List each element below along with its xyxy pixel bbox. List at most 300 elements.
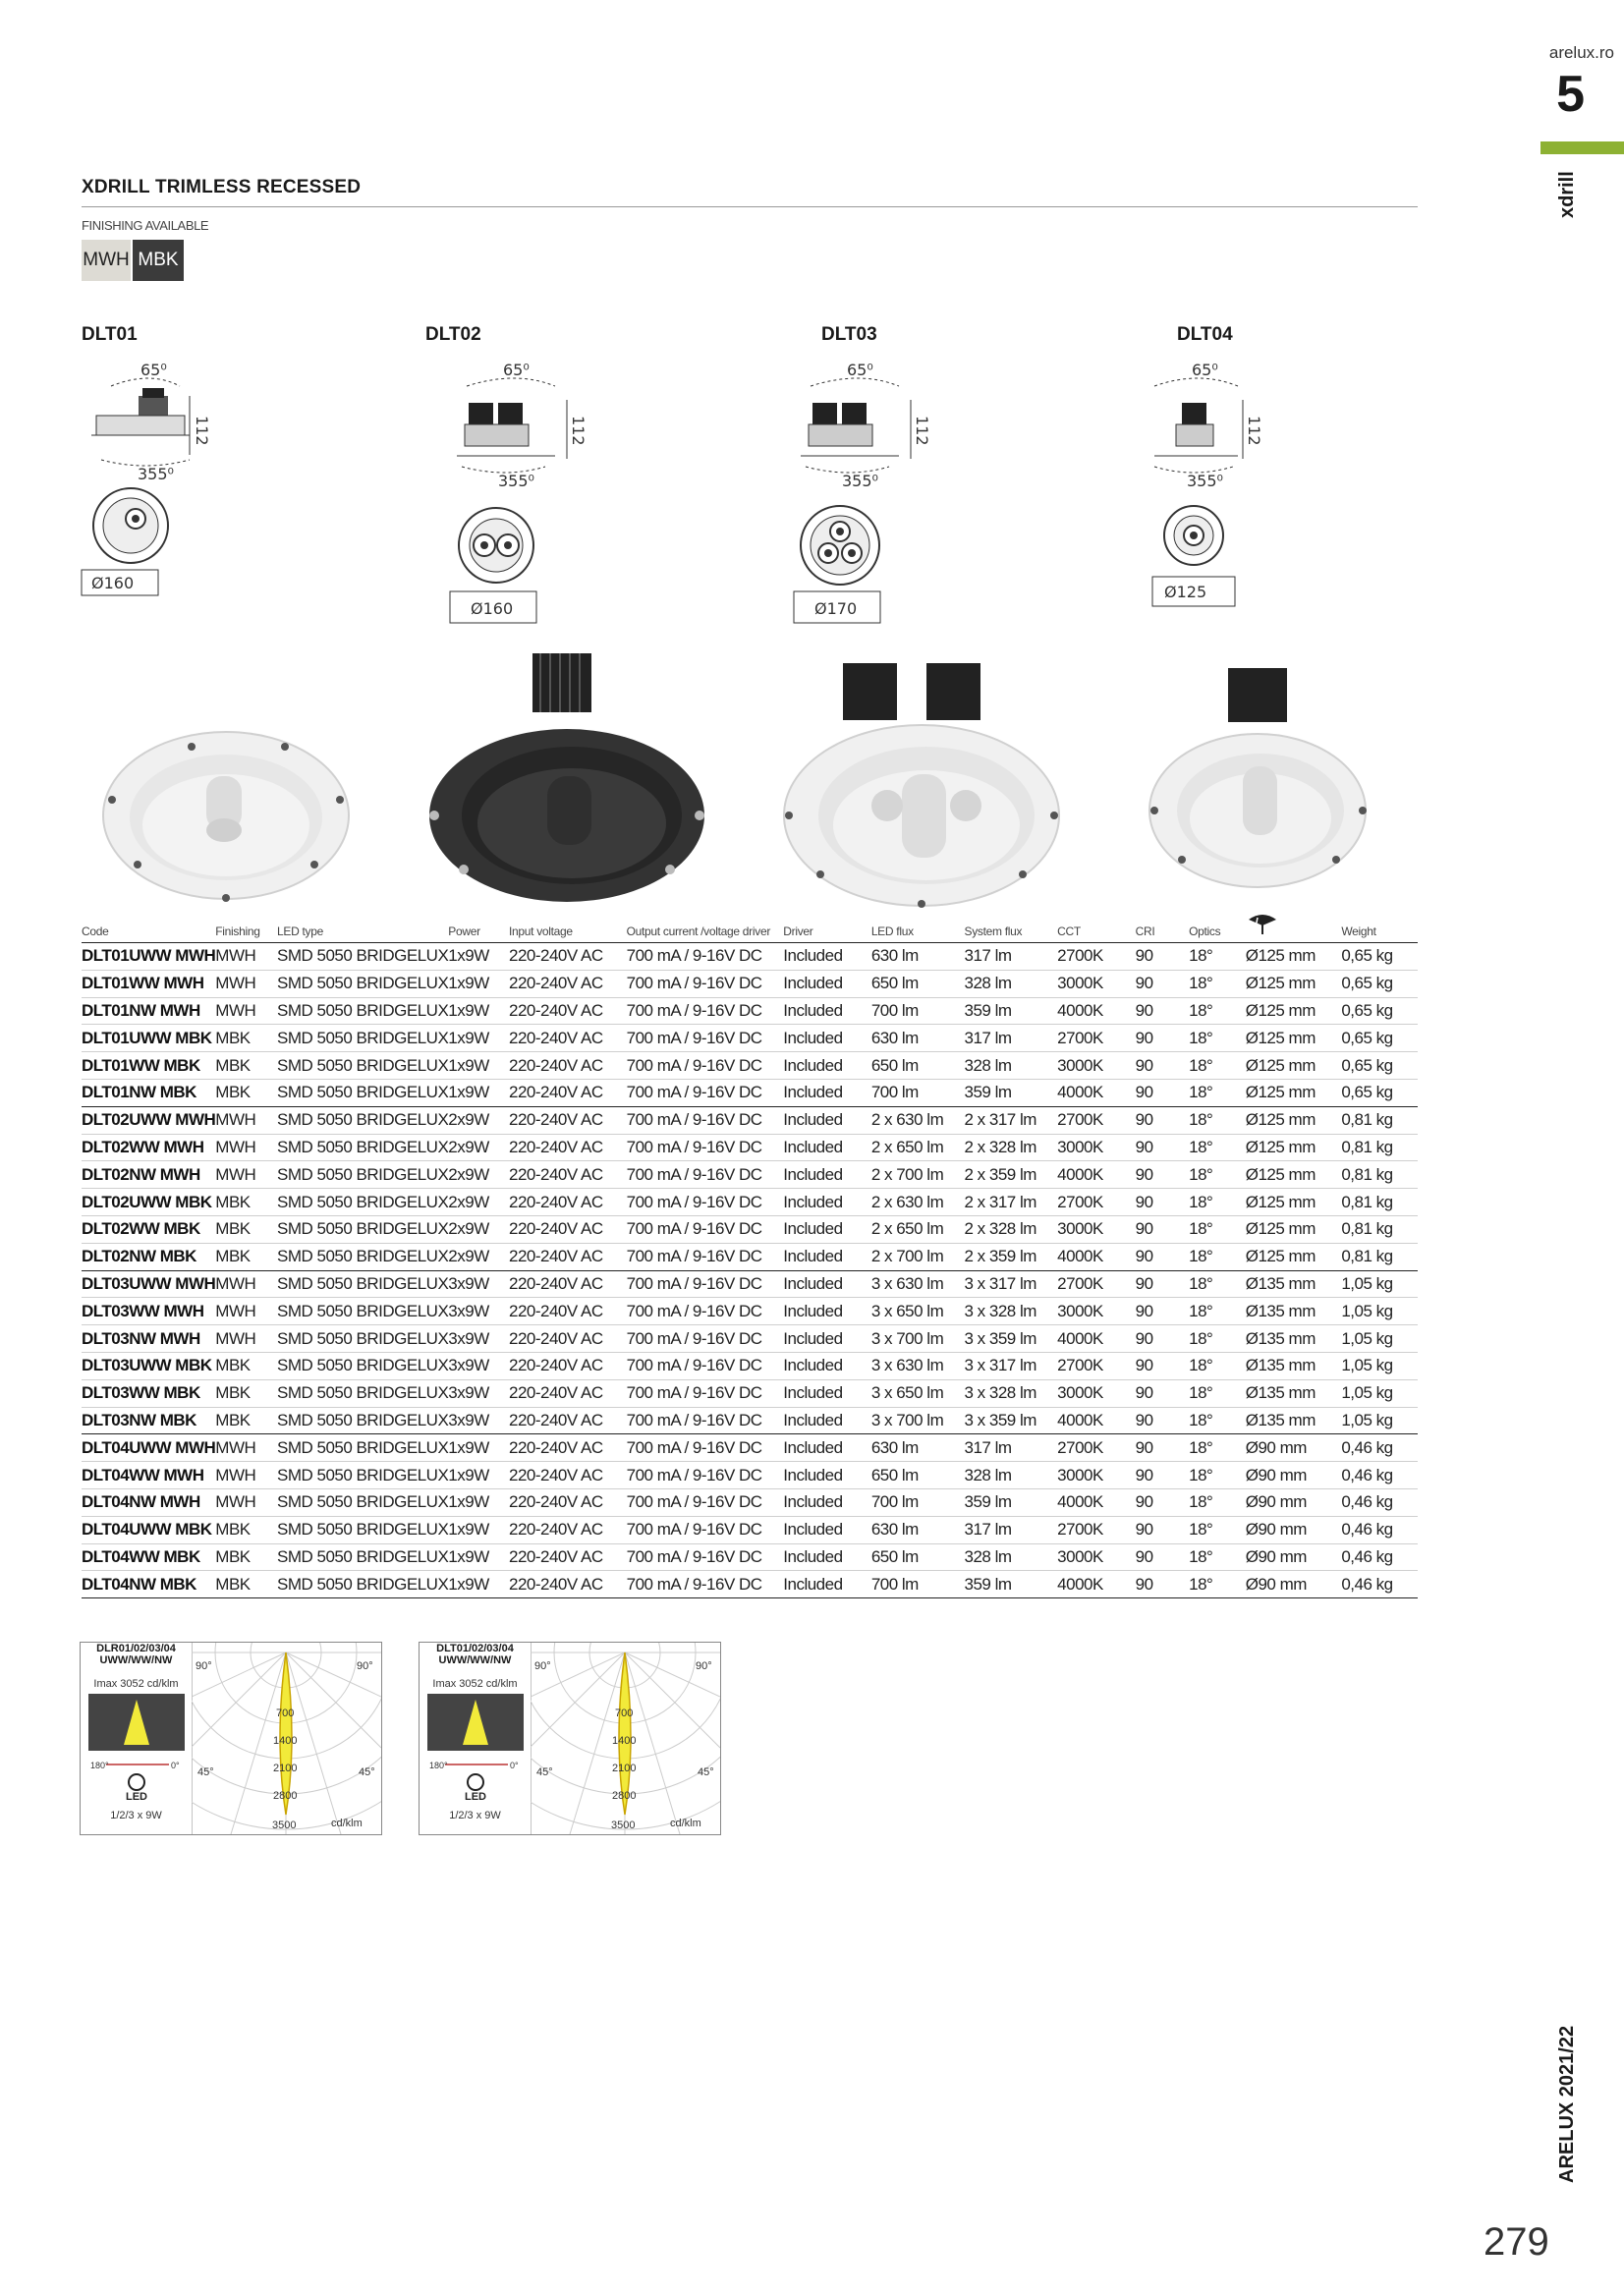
photometric-label [420, 1643, 531, 1666]
header-system-flux: System flux [964, 914, 1057, 943]
cell-system-flux: 328 lm [964, 970, 1057, 997]
cell-led-flux: 700 lm [871, 1079, 965, 1106]
cell-cct: 2700K [1057, 1025, 1135, 1052]
cell-output-current: 700 mA / 9-16V DC [627, 970, 784, 997]
finish-swatch-mwh: MWH [82, 240, 131, 281]
cell-cct: 2700K [1057, 1434, 1135, 1462]
cell-output-current: 700 mA / 9-16V DC [627, 997, 784, 1025]
cell-finishing: MWH [215, 1134, 277, 1161]
cell-input-voltage: 220-240V AC [509, 1516, 627, 1543]
cell-code: DLT01UWW MBK [82, 1025, 215, 1052]
cell-system-flux: 359 lm [964, 1571, 1057, 1598]
cell-weight: 0,46 kg [1341, 1516, 1418, 1543]
cell-optics: 18° [1189, 1298, 1246, 1325]
cell-led-flux: 630 lm [871, 1516, 965, 1543]
cell-power: 1x9W [448, 1052, 509, 1080]
polar-unit-label: cd/klm [670, 1818, 701, 1829]
cell-driver: Included [783, 1352, 871, 1379]
cell-code: DLT03UWW MWH [82, 1270, 215, 1298]
cell-cct: 4000K [1057, 1243, 1135, 1270]
cell-finishing: MWH [215, 1161, 277, 1189]
cell-led-type: SMD 5050 BRIDGELUX [277, 1543, 448, 1571]
cell-cct: 2700K [1057, 1270, 1135, 1298]
diameter-label: Ø160 [91, 574, 135, 592]
chapter-accent-bar [1540, 141, 1624, 154]
photometric-diagram-1 [80, 1642, 382, 1835]
cell-finishing: MBK [215, 1215, 277, 1243]
led-icon-label: LED [126, 1791, 147, 1802]
table-row [82, 1298, 1418, 1325]
cell-led-flux: 700 lm [871, 1488, 965, 1516]
cell-led-flux: 700 lm [871, 997, 965, 1025]
cell-cri: 90 [1136, 1106, 1189, 1134]
cell-cri: 90 [1136, 1462, 1189, 1489]
cell-power: 2x9W [448, 1106, 509, 1134]
cell-driver: Included [783, 1161, 871, 1189]
cell-led-flux: 2 x 700 lm [871, 1243, 965, 1270]
cell-cct: 3000K [1057, 1134, 1135, 1161]
cell-cutout: Ø125 mm [1246, 1215, 1342, 1243]
cell-driver: Included [783, 1270, 871, 1298]
cell-cct: 2700K [1057, 1106, 1135, 1134]
table-row [82, 1189, 1418, 1216]
cell-weight: 1,05 kg [1341, 1325, 1418, 1353]
cell-led-flux: 2 x 630 lm [871, 1106, 965, 1134]
cell-cri: 90 [1136, 1352, 1189, 1379]
cell-system-flux: 328 lm [964, 1543, 1057, 1571]
cell-cutout: Ø135 mm [1246, 1270, 1342, 1298]
cell-system-flux: 2 x 328 lm [964, 1215, 1057, 1243]
header-led-type: LED type [277, 914, 448, 943]
model-label-dlt04: DLT04 [1177, 324, 1233, 345]
cell-code: DLT01UWW MWH [82, 943, 215, 971]
table-row [82, 1215, 1418, 1243]
cell-input-voltage: 220-240V AC [509, 1488, 627, 1516]
cell-led-type: SMD 5050 BRIDGELUX [277, 1106, 448, 1134]
dlt04-product-image [1145, 663, 1380, 894]
dlt02-product-image [424, 648, 709, 909]
cell-output-current: 700 mA / 9-16V DC [627, 1161, 784, 1189]
cell-cct: 3000K [1057, 1462, 1135, 1489]
cell-cct: 4000K [1057, 997, 1135, 1025]
cell-system-flux: 2 x 317 lm [964, 1106, 1057, 1134]
dlt03-technical-drawing [791, 359, 938, 634]
cell-cri: 90 [1136, 1325, 1189, 1353]
table-row [82, 1488, 1418, 1516]
photometric-label-line1: DLT01/02/03/04 [436, 1643, 514, 1654]
cell-weight: 0,46 kg [1341, 1488, 1418, 1516]
polar-angle-label: 90° [357, 1660, 373, 1672]
cell-system-flux: 359 lm [964, 1488, 1057, 1516]
cell-led-flux: 2 x 650 lm [871, 1134, 965, 1161]
cell-input-voltage: 220-240V AC [509, 1407, 627, 1434]
cell-code: DLT02NW MBK [82, 1243, 215, 1270]
header-led-flux: LED flux [871, 914, 965, 943]
cell-code: DLT04WW MWH [82, 1462, 215, 1489]
product-title: XDRILL TRIMLESS RECESSED [82, 177, 362, 197]
cell-optics: 18° [1189, 943, 1246, 971]
cell-led-type: SMD 5050 BRIDGELUX [277, 1270, 448, 1298]
cell-led-type: SMD 5050 BRIDGELUX [277, 1079, 448, 1106]
cell-optics: 18° [1189, 1462, 1246, 1489]
cell-cct: 4000K [1057, 1571, 1135, 1598]
cell-system-flux: 2 x 317 lm [964, 1189, 1057, 1216]
cell-driver: Included [783, 1488, 871, 1516]
cell-cri: 90 [1136, 1189, 1189, 1216]
cell-finishing: MBK [215, 1189, 277, 1216]
cell-cri: 90 [1136, 1243, 1189, 1270]
cell-system-flux: 359 lm [964, 997, 1057, 1025]
cell-cutout: Ø90 mm [1246, 1543, 1342, 1571]
cell-led-type: SMD 5050 BRIDGELUX [277, 1243, 448, 1270]
dlt03-product-image [779, 658, 1064, 914]
spec-table [82, 914, 1418, 1598]
photometric-label-line1: DLR01/02/03/04 [96, 1643, 176, 1654]
cell-weight: 0,81 kg [1341, 1243, 1418, 1270]
cell-power: 1x9W [448, 1571, 509, 1598]
cell-cri: 90 [1136, 1215, 1189, 1243]
cell-weight: 0,65 kg [1341, 1079, 1418, 1106]
cell-input-voltage: 220-240V AC [509, 1379, 627, 1407]
cell-cct: 3000K [1057, 1543, 1135, 1571]
cell-weight: 0,46 kg [1341, 1434, 1418, 1462]
cell-led-type: SMD 5050 BRIDGELUX [277, 1571, 448, 1598]
chapter-number: 5 [1556, 66, 1585, 123]
cell-input-voltage: 220-240V AC [509, 1079, 627, 1106]
cell-output-current: 700 mA / 9-16V DC [627, 1488, 784, 1516]
model-label-dlt01: DLT01 [82, 324, 138, 345]
cell-cutout: Ø125 mm [1246, 1106, 1342, 1134]
cell-system-flux: 317 lm [964, 1434, 1057, 1462]
cell-cutout: Ø135 mm [1246, 1407, 1342, 1434]
cell-finishing: MWH [215, 1106, 277, 1134]
height-dimension: 112 [193, 416, 211, 446]
cell-optics: 18° [1189, 1379, 1246, 1407]
cell-finishing: MBK [215, 1079, 277, 1106]
cell-code: DLT04WW MBK [82, 1543, 215, 1571]
cell-system-flux: 3 x 359 lm [964, 1325, 1057, 1353]
cell-led-flux: 630 lm [871, 943, 965, 971]
cell-weight: 0,65 kg [1341, 970, 1418, 997]
cell-led-type: SMD 5050 BRIDGELUX [277, 1325, 448, 1353]
cell-optics: 18° [1189, 1025, 1246, 1052]
header-weight: Weight [1341, 914, 1418, 943]
polar-angle-label: 90° [196, 1660, 212, 1672]
cell-finishing: MBK [215, 1543, 277, 1571]
dlt04-technical-drawing [1145, 359, 1292, 619]
cell-cutout: Ø90 mm [1246, 1571, 1342, 1598]
cell-led-flux: 3 x 700 lm [871, 1407, 965, 1434]
finish-swatch-mbk: MBK [133, 240, 184, 281]
cell-weight: 0,46 kg [1341, 1462, 1418, 1489]
cell-finishing: MWH [215, 1462, 277, 1489]
header-finishing: Finishing [215, 914, 277, 943]
cell-code: DLT02UWW MBK [82, 1189, 215, 1216]
cell-output-current: 700 mA / 9-16V DC [627, 1379, 784, 1407]
cell-finishing: MWH [215, 1298, 277, 1325]
cell-system-flux: 328 lm [964, 1462, 1057, 1489]
cell-cri: 90 [1136, 1052, 1189, 1080]
cell-cutout: Ø125 mm [1246, 1134, 1342, 1161]
cell-finishing: MWH [215, 1325, 277, 1353]
cell-optics: 18° [1189, 1161, 1246, 1189]
cell-input-voltage: 220-240V AC [509, 1571, 627, 1598]
table-row [82, 1270, 1418, 1298]
cell-output-current: 700 mA / 9-16V DC [627, 1189, 784, 1216]
cell-finishing: MWH [215, 997, 277, 1025]
cell-code: DLT04NW MWH [82, 1488, 215, 1516]
cell-system-flux: 2 x 328 lm [964, 1134, 1057, 1161]
cell-led-type: SMD 5050 BRIDGELUX [277, 1052, 448, 1080]
cell-code: DLT01WW MBK [82, 1052, 215, 1080]
cell-led-type: SMD 5050 BRIDGELUX [277, 970, 448, 997]
cell-system-flux: 3 x 328 lm [964, 1379, 1057, 1407]
power-label: 1/2/3 x 9W [110, 1810, 162, 1821]
cell-cri: 90 [1136, 970, 1189, 997]
cell-cct: 2700K [1057, 1189, 1135, 1216]
cell-driver: Included [783, 1052, 871, 1080]
polar-ring-label: 3500 [272, 1820, 297, 1831]
polar-ring-label: 2100 [612, 1763, 637, 1774]
cell-input-voltage: 220-240V AC [509, 1543, 627, 1571]
cell-finishing: MBK [215, 1407, 277, 1434]
angle-right-label: 0° [510, 1761, 519, 1770]
cell-cct: 3000K [1057, 970, 1135, 997]
header-cct: CCT [1057, 914, 1135, 943]
led-icon-label: LED [465, 1791, 486, 1802]
cell-output-current: 700 mA / 9-16V DC [627, 1079, 784, 1106]
cell-system-flux: 359 lm [964, 1079, 1057, 1106]
cell-cutout: Ø125 mm [1246, 943, 1342, 971]
dlt02-technical-drawing [447, 359, 594, 634]
cell-input-voltage: 220-240V AC [509, 970, 627, 997]
cell-code: DLT01NW MWH [82, 997, 215, 1025]
page-number: 279 [1484, 2220, 1549, 2264]
diameter-label: Ø170 [814, 599, 858, 618]
header-output-current: Output current /voltage driver [627, 914, 784, 943]
cell-cct: 4000K [1057, 1488, 1135, 1516]
cell-cri: 90 [1136, 1407, 1189, 1434]
angle-left-label: 180° [90, 1761, 109, 1770]
imax-label: Imax 3052 cd/klm [432, 1678, 518, 1690]
cell-code: DLT04NW MBK [82, 1571, 215, 1598]
cell-cct: 4000K [1057, 1079, 1135, 1106]
cell-optics: 18° [1189, 1270, 1246, 1298]
polar-angle-label: 45° [197, 1766, 214, 1778]
cell-output-current: 700 mA / 9-16V DC [627, 1543, 784, 1571]
cell-cct: 3000K [1057, 1379, 1135, 1407]
cell-led-type: SMD 5050 BRIDGELUX [277, 997, 448, 1025]
cell-led-type: SMD 5050 BRIDGELUX [277, 1488, 448, 1516]
cell-optics: 18° [1189, 1488, 1246, 1516]
table-row [82, 1434, 1418, 1462]
header-driver: Driver [783, 914, 871, 943]
cell-weight: 0,81 kg [1341, 1215, 1418, 1243]
cell-led-type: SMD 5050 BRIDGELUX [277, 1462, 448, 1489]
cell-system-flux: 317 lm [964, 1516, 1057, 1543]
cell-led-type: SMD 5050 BRIDGELUX [277, 1134, 448, 1161]
cell-optics: 18° [1189, 1571, 1246, 1598]
table-row [82, 1052, 1418, 1080]
polar-ring-label: 1400 [273, 1735, 298, 1747]
polar-angle-label: 90° [696, 1660, 712, 1672]
imax-label: Imax 3052 cd/klm [93, 1678, 179, 1690]
cell-optics: 18° [1189, 1543, 1246, 1571]
cell-led-flux: 630 lm [871, 1434, 965, 1462]
cell-system-flux: 317 lm [964, 943, 1057, 971]
header-cutout [1246, 914, 1342, 943]
cell-input-voltage: 220-240V AC [509, 943, 627, 971]
cell-cri: 90 [1136, 1298, 1189, 1325]
cell-cutout: Ø135 mm [1246, 1298, 1342, 1325]
table-row [82, 1407, 1418, 1434]
cell-cutout: Ø125 mm [1246, 1189, 1342, 1216]
cell-driver: Included [783, 1189, 871, 1216]
polar-ring-label: 2800 [273, 1790, 298, 1802]
polar-ring-label: 2100 [273, 1763, 298, 1774]
cell-led-flux: 650 lm [871, 1052, 965, 1080]
catalog-side-label: ARELUX 2021/22 [1556, 2025, 1578, 2183]
beam-shape-icon [427, 1694, 526, 1802]
cell-power: 1x9W [448, 970, 509, 997]
cell-output-current: 700 mA / 9-16V DC [627, 1106, 784, 1134]
cell-led-flux: 650 lm [871, 1543, 965, 1571]
cutout-icon [1246, 914, 1279, 935]
polar-unit-label: cd/klm [331, 1818, 363, 1829]
cell-led-flux: 2 x 650 lm [871, 1215, 965, 1243]
cell-driver: Included [783, 943, 871, 971]
finishing-label: FINISHING AVAILABLE [82, 218, 209, 233]
cell-cri: 90 [1136, 1025, 1189, 1052]
cell-cri: 90 [1136, 1571, 1189, 1598]
cell-input-voltage: 220-240V AC [509, 1161, 627, 1189]
cell-cct: 2700K [1057, 1352, 1135, 1379]
cell-led-type: SMD 5050 BRIDGELUX [277, 1161, 448, 1189]
polar-angle-label: 90° [534, 1660, 551, 1672]
cell-led-type: SMD 5050 BRIDGELUX [277, 1215, 448, 1243]
tilt-angle-label: 65⁰ [1192, 361, 1218, 379]
cell-weight: 0,81 kg [1341, 1161, 1418, 1189]
cell-driver: Included [783, 1434, 871, 1462]
cell-cutout: Ø125 mm [1246, 1052, 1342, 1080]
cell-optics: 18° [1189, 1243, 1246, 1270]
cell-input-voltage: 220-240V AC [509, 1025, 627, 1052]
cell-weight: 1,05 kg [1341, 1407, 1418, 1434]
cell-weight: 1,05 kg [1341, 1298, 1418, 1325]
table-row [82, 1106, 1418, 1134]
cell-power: 2x9W [448, 1134, 509, 1161]
cell-led-type: SMD 5050 BRIDGELUX [277, 1379, 448, 1407]
cell-power: 1x9W [448, 1488, 509, 1516]
dlt01-product-image [98, 707, 354, 909]
cell-weight: 0,81 kg [1341, 1134, 1418, 1161]
header-input-voltage: Input voltage [509, 914, 627, 943]
header-optics: Optics [1189, 914, 1246, 943]
polar-ring-label: 1400 [612, 1735, 637, 1747]
cell-driver: Included [783, 1106, 871, 1134]
cell-input-voltage: 220-240V AC [509, 1243, 627, 1270]
cell-cutout: Ø125 mm [1246, 1161, 1342, 1189]
tilt-angle-label: 65⁰ [140, 361, 167, 379]
table-row [82, 943, 1418, 971]
cell-cct: 4000K [1057, 1325, 1135, 1353]
model-label-dlt02: DLT02 [425, 324, 481, 345]
cell-led-flux: 2 x 700 lm [871, 1161, 965, 1189]
photometric-label-line2: UWW/WW/NW [438, 1654, 512, 1666]
cell-power: 3x9W [448, 1352, 509, 1379]
cell-power: 1x9W [448, 1462, 509, 1489]
table-row [82, 1379, 1418, 1407]
cell-optics: 18° [1189, 1079, 1246, 1106]
cell-optics: 18° [1189, 1407, 1246, 1434]
cell-weight: 1,05 kg [1341, 1352, 1418, 1379]
cell-code: DLT02WW MWH [82, 1134, 215, 1161]
cell-cutout: Ø125 mm [1246, 997, 1342, 1025]
cell-led-flux: 3 x 650 lm [871, 1379, 965, 1407]
cell-power: 1x9W [448, 1079, 509, 1106]
cell-cri: 90 [1136, 1161, 1189, 1189]
cell-driver: Included [783, 1325, 871, 1353]
cell-weight: 0,65 kg [1341, 1025, 1418, 1052]
cell-optics: 18° [1189, 1052, 1246, 1080]
cell-finishing: MBK [215, 1052, 277, 1080]
table-row [82, 1025, 1418, 1052]
cell-output-current: 700 mA / 9-16V DC [627, 1325, 784, 1353]
cell-cutout: Ø135 mm [1246, 1325, 1342, 1353]
cell-cutout: Ø125 mm [1246, 1025, 1342, 1052]
cell-cct: 4000K [1057, 1407, 1135, 1434]
cell-driver: Included [783, 1134, 871, 1161]
cell-power: 3x9W [448, 1407, 509, 1434]
cell-driver: Included [783, 1516, 871, 1543]
photometric-label [81, 1643, 192, 1666]
cell-optics: 18° [1189, 1134, 1246, 1161]
height-dimension: 112 [1245, 416, 1263, 446]
cell-cutout: Ø135 mm [1246, 1379, 1342, 1407]
cell-code: DLT01WW MWH [82, 970, 215, 997]
cell-cri: 90 [1136, 1488, 1189, 1516]
photometric-diagram-2 [419, 1642, 721, 1835]
cell-led-type: SMD 5050 BRIDGELUX [277, 943, 448, 971]
angle-left-label: 180° [429, 1761, 448, 1770]
cell-power: 3x9W [448, 1379, 509, 1407]
cell-optics: 18° [1189, 1189, 1246, 1216]
cell-input-voltage: 220-240V AC [509, 1106, 627, 1134]
cell-weight: 0,81 kg [1341, 1106, 1418, 1134]
cell-cct: 3000K [1057, 1298, 1135, 1325]
cell-code: DLT03UWW MBK [82, 1352, 215, 1379]
cell-led-type: SMD 5050 BRIDGELUX [277, 1025, 448, 1052]
cell-output-current: 700 mA / 9-16V DC [627, 1243, 784, 1270]
cell-output-current: 700 mA / 9-16V DC [627, 943, 784, 971]
cell-led-flux: 700 lm [871, 1571, 965, 1598]
cell-led-type: SMD 5050 BRIDGELUX [277, 1516, 448, 1543]
cell-cri: 90 [1136, 1079, 1189, 1106]
cell-input-voltage: 220-240V AC [509, 1134, 627, 1161]
cell-power: 1x9W [448, 1434, 509, 1462]
cell-weight: 0,65 kg [1341, 997, 1418, 1025]
cell-driver: Included [783, 1407, 871, 1434]
height-dimension: 112 [569, 416, 588, 446]
cell-code: DLT03NW MBK [82, 1407, 215, 1434]
cell-driver: Included [783, 1298, 871, 1325]
cell-finishing: MWH [215, 1434, 277, 1462]
cell-cct: 3000K [1057, 1052, 1135, 1080]
table-row [82, 1243, 1418, 1270]
cell-cri: 90 [1136, 997, 1189, 1025]
cell-power: 3x9W [448, 1270, 509, 1298]
rotation-angle-label: 355⁰ [842, 472, 878, 490]
